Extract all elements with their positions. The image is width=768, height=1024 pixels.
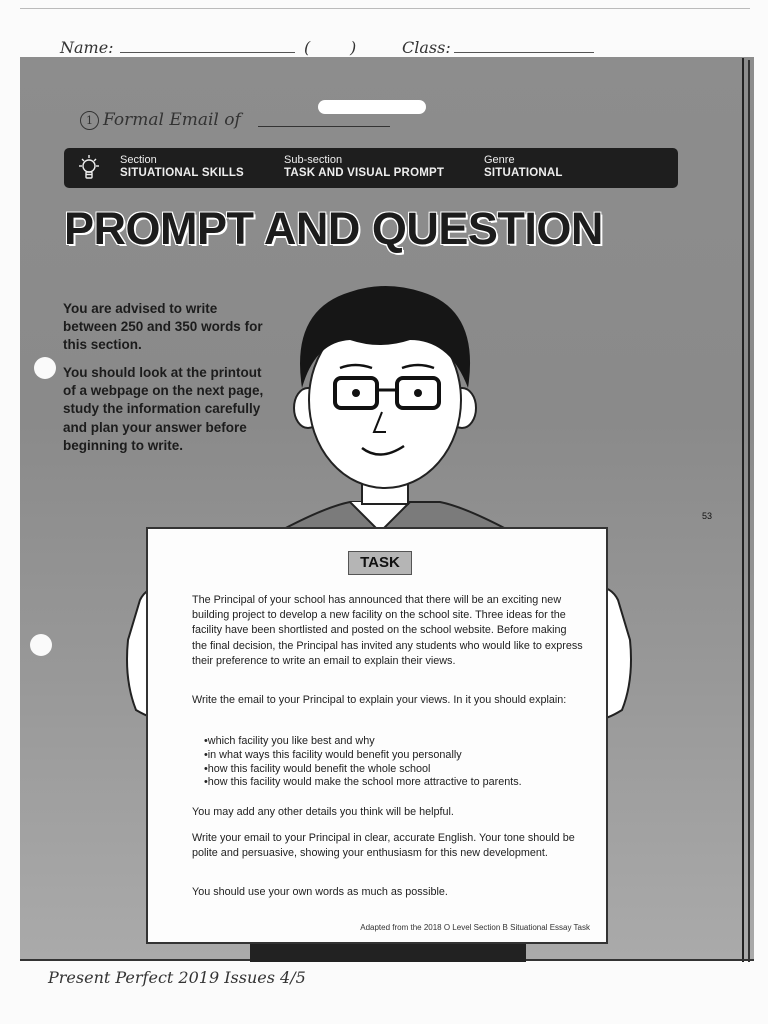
genre-value: SITUATIONAL [484,167,563,179]
task-paragraph: Write your email to your Principal in clear, accurate English. Your tone should be polite and persuasive, showing your enthusiasm for this new development. [192,832,575,860]
register-paren-open: ( [304,38,311,57]
page-edge [748,60,750,962]
handwritten-footer: Present Perfect 2019 Issues 4/5 [48,968,306,987]
task-bullet-item: • which facility you like best and why [204,735,584,749]
formal-email-blank [258,126,390,127]
formal-email-heading [80,110,241,130]
punch-hole [34,357,56,379]
genre-label: Genre [484,154,515,166]
subsection-field [284,154,444,180]
advice-word-count: You are advised to write between 250 and 350 words for this section. [63,301,263,353]
section-label: Section [120,154,157,166]
task-paragraph: You may add any other details you think will be helpful. [192,806,454,818]
task-board [146,527,608,944]
name-blank [120,52,295,53]
page-title: PROMPT AND QUESTION [64,203,603,254]
task-heading: TASK [348,551,412,575]
name-label: Name: [60,38,114,57]
section-value: SITUATIONAL SKILLS [120,167,244,179]
redaction-mark [318,100,426,114]
section-bar [64,148,678,188]
lightbulb-icon [74,152,104,184]
top-border-line [20,8,750,9]
task-paragraph: Write the email to your Principal to explain your views. In it you should explain: [192,694,567,706]
task-bullet-item: • how this facility would benefit the whole school [204,763,584,777]
subsection-label: Sub-section [284,154,343,166]
formal-email-text: Formal Email of [103,110,241,130]
page-number: 53 [702,511,713,521]
item-number-circle: 1 [80,111,99,130]
task-source-note: Adapted from the 2018 O Level Section B Situational Essay Task [360,923,590,932]
class-blank [454,52,594,53]
task-bullet-item: • in what ways this facility would benefit you personally [204,749,584,763]
advice-study-webpage: You should look at the printout of a webpage on the next page, study the information carefully and plan your answer before beginning to write. [63,365,264,453]
punch-hole [30,634,52,656]
task-bullet-list [204,735,584,790]
section-field [120,154,244,180]
class-label: Class: [402,38,451,57]
register-paren-close: ) [350,38,357,57]
page-edge [742,58,744,962]
task-bullet-item: • how this facility would make the school more attractive to parents. [204,776,584,790]
task-paragraph: The Principal of your school has announced that there will be an exciting new building project to develop a new facility on the school site. Three ideas for the facility have been shortlisted and posted on the school website. Before making the final decision, the Principal has invited any students who would like to express their preference to write an email to explain their views. [192,594,583,667]
genre-field [484,154,563,180]
subsection-value: TASK AND VISUAL PROMPT [284,167,445,179]
task-paragraph: You should use your own words as much as possible. [192,886,448,898]
worksheet-header [0,0,768,60]
